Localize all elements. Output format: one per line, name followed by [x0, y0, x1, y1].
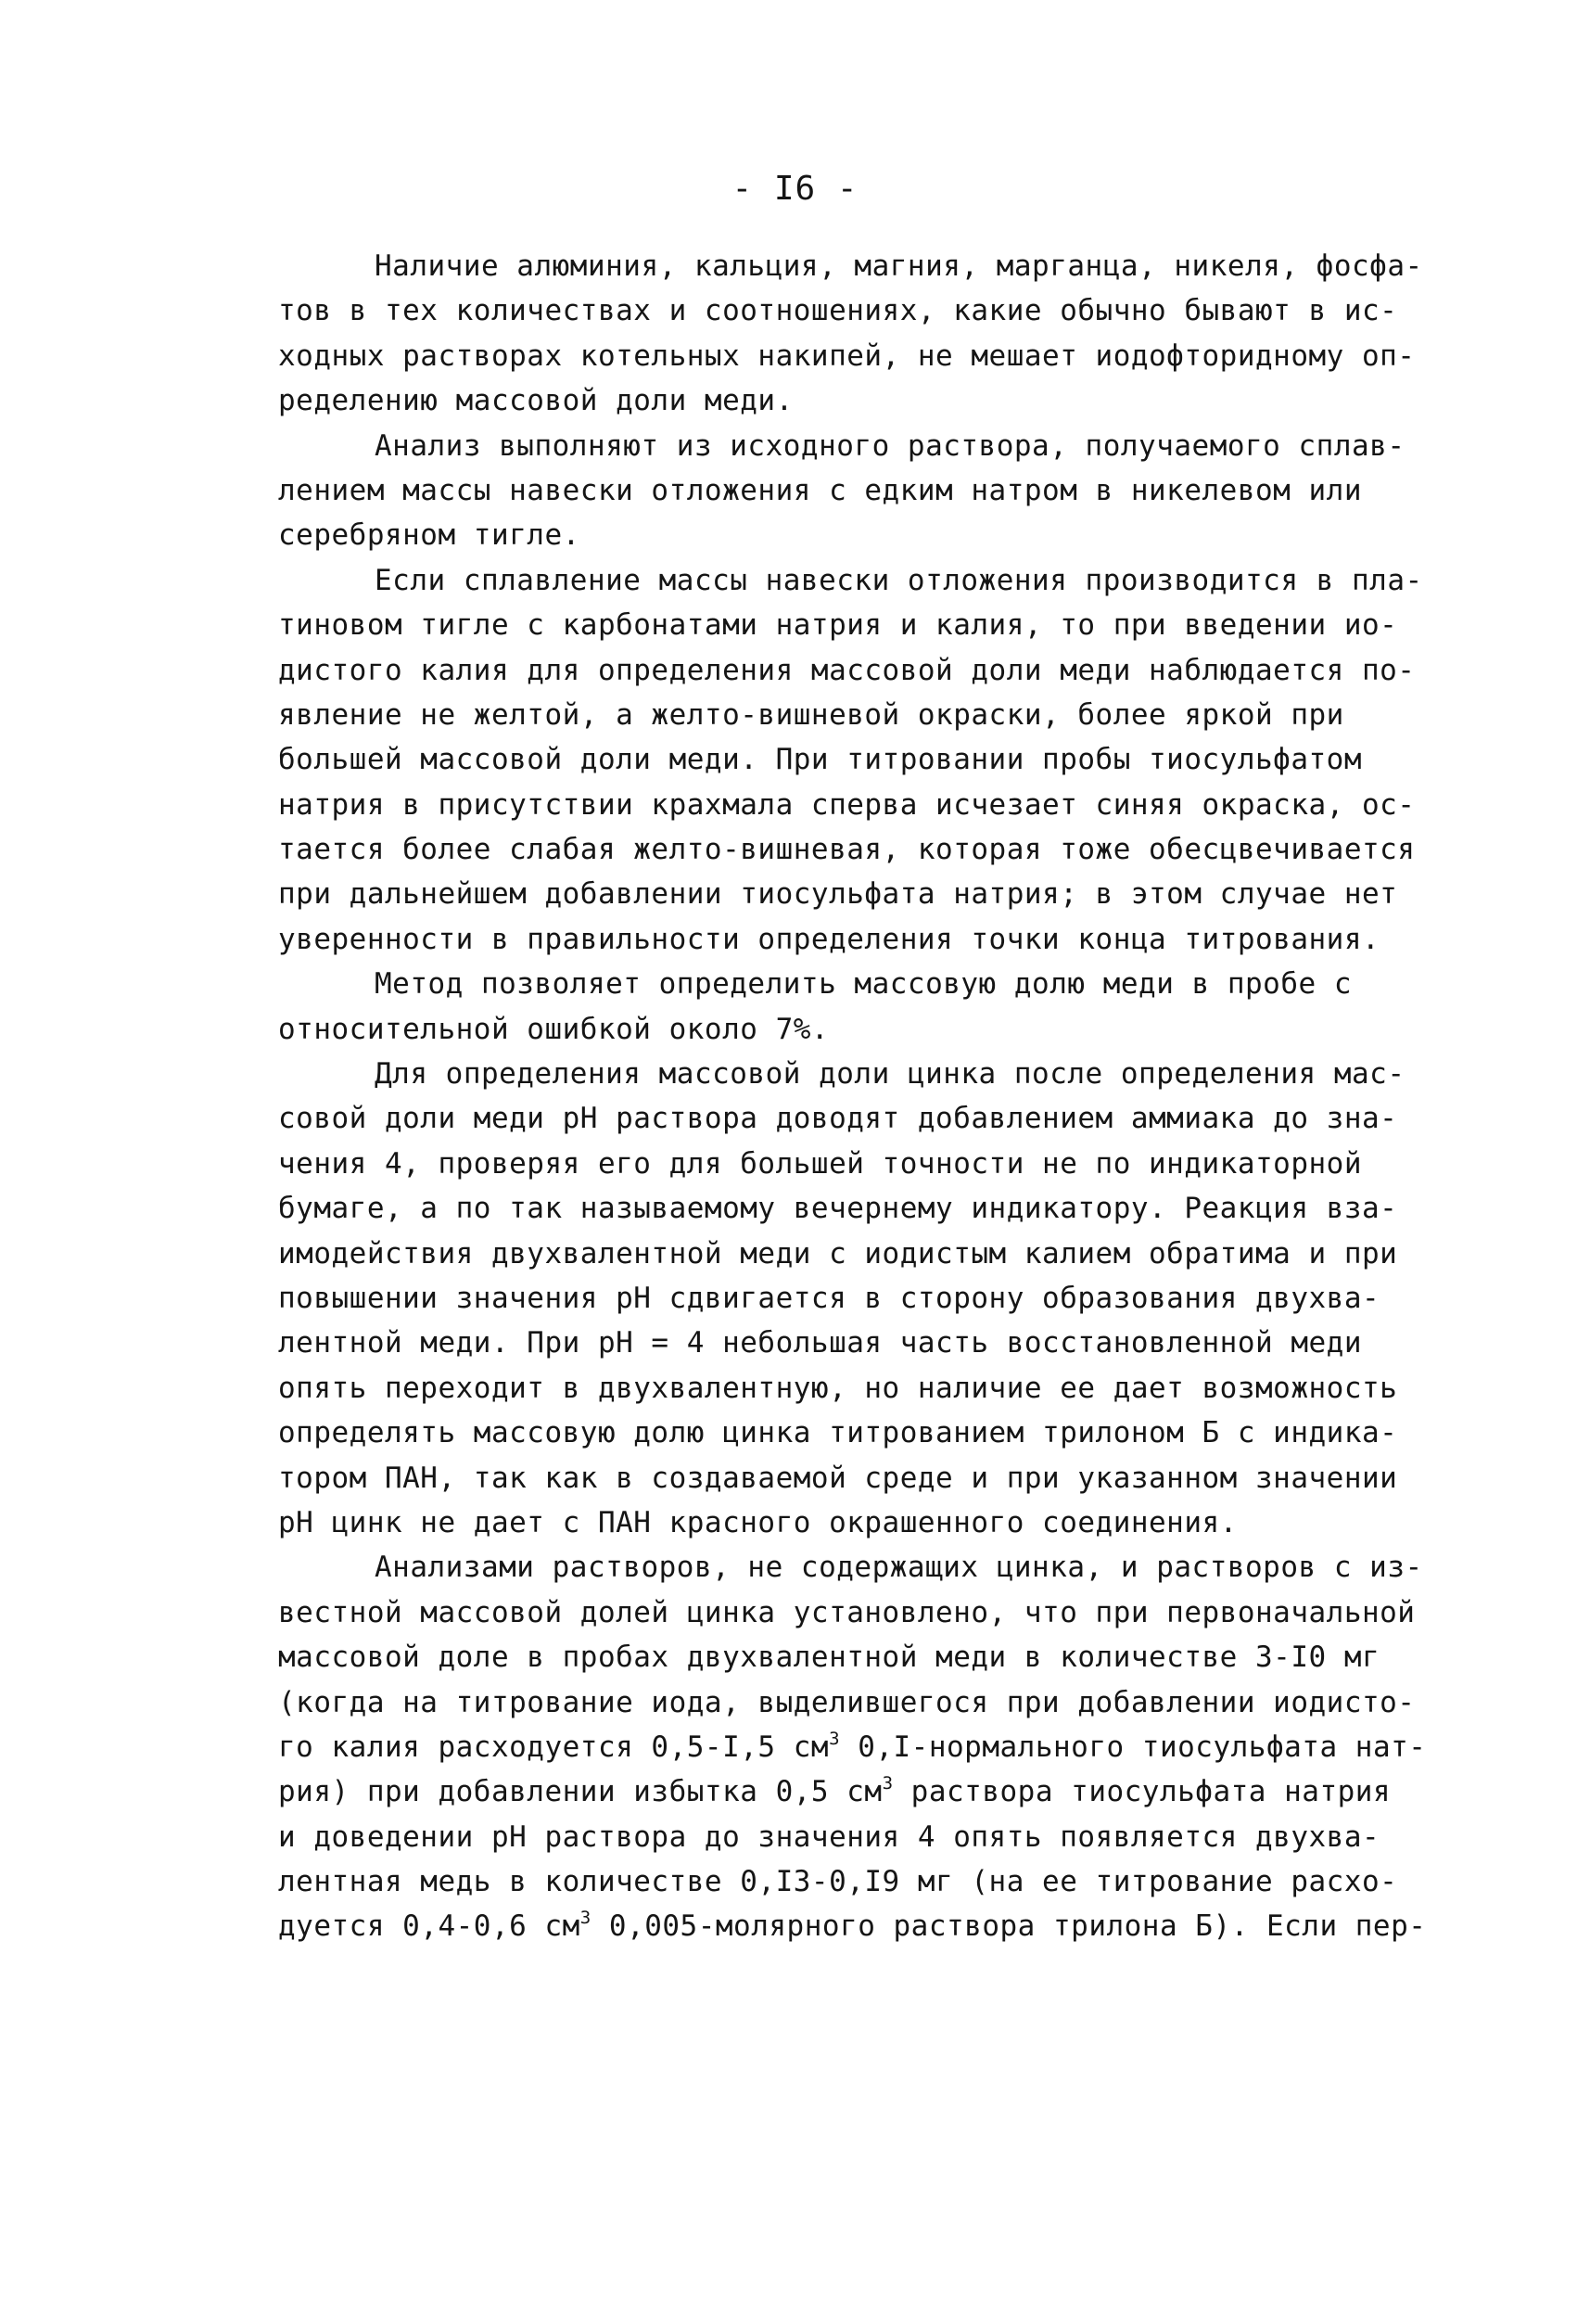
text-line	[278, 1904, 1483, 1948]
line-text: лентная медь в количестве 0,I3-0,I9 мг (на ее титрование расхо-	[278, 1865, 1398, 1899]
line-text: Метод позволяет определить массовую долю меди в пробе с	[375, 967, 1352, 1002]
text-line	[278, 648, 1483, 693]
line-text: Если сплавление массы навески отложения производится в пла-	[375, 563, 1423, 597]
superscript: 3	[829, 1728, 841, 1749]
line-text: серебряном тигле.	[278, 518, 580, 553]
text-line	[278, 1680, 1483, 1725]
line-text: опять переходит в двухвалентную, но наличие ее дает возможность	[278, 1371, 1398, 1405]
text-line	[278, 737, 1483, 782]
text-line	[278, 558, 1483, 603]
text-line	[278, 1500, 1483, 1545]
line-text: pH цинк не дает с ПАН красного окрашенного соединения.	[278, 1505, 1238, 1539]
text-line	[278, 424, 1483, 468]
text-line	[278, 1725, 1483, 1769]
text-line	[278, 513, 1483, 557]
line-text: ределению массовой доли меди.	[278, 384, 794, 418]
text-line	[278, 468, 1483, 513]
text-line	[278, 1142, 1483, 1186]
line-text: Для определения массовой доли цинка после определения мас-	[375, 1057, 1406, 1092]
text-line	[278, 783, 1483, 827]
superscript: 3	[882, 1772, 894, 1794]
line-text: имодействия двухвалентной меди с иодистым калием обратима и при	[278, 1236, 1398, 1271]
text-line	[278, 917, 1483, 962]
text-line	[278, 1366, 1483, 1411]
line-text: рия) при добавлении избытка 0,5 см	[278, 1775, 883, 1809]
line-text: явление не желтой, а желто-вишневой окраски, более яркой при	[278, 697, 1344, 732]
text-line	[278, 1232, 1483, 1276]
text-line	[278, 1096, 1483, 1141]
text-line	[278, 603, 1483, 647]
text-line	[278, 1590, 1483, 1635]
line-text: при дальнейшем добавлении тиосульфата натрия; в этом случае нет	[278, 877, 1398, 912]
line-text: натрия в присутствии крахмала сперва исчезает синяя окраска, ос-	[278, 787, 1416, 822]
text-line	[278, 1545, 1483, 1590]
line-text: относительной ошибкой около 7%.	[278, 1012, 830, 1046]
line-text: Анализами растворов, не содержащих цинка, и растворов с из-	[375, 1551, 1423, 1585]
line-text: Наличие алюминия, кальция, магния, марганца, никеля, фосфа-	[375, 249, 1423, 283]
line-text-tail: раствора тиосульфата натрия	[893, 1775, 1392, 1809]
page-number: - I6 -	[731, 170, 859, 208]
superscript: 3	[579, 1908, 591, 1929]
line-text: тиновом тигле с карбонатами натрия и калия, то при введении ио-	[278, 608, 1398, 643]
line-text: дистого калия для определения массовой доли меди наблюдается по-	[278, 653, 1416, 687]
line-text: массовой доле в пробах двухвалентной меди в количестве 3-I0 мг	[278, 1641, 1380, 1675]
text-line	[278, 693, 1483, 737]
text-line	[278, 1456, 1483, 1500]
text-line	[278, 1276, 1483, 1321]
line-text: ходных растворах котельных накипей, не мешает иодофторидному оп-	[278, 338, 1416, 373]
text-line	[278, 1052, 1483, 1096]
text-line	[278, 378, 1483, 423]
text-line	[278, 1769, 1483, 1814]
line-text: бумаге, а по так называемому вечернему индикатору. Реакция вза-	[278, 1192, 1398, 1226]
text-line	[278, 827, 1483, 872]
text-line	[278, 1815, 1483, 1859]
line-text: уверенности в правильности определения точки конца титрования.	[278, 922, 1380, 956]
text-line	[278, 1859, 1483, 1904]
text-line	[278, 288, 1483, 333]
line-text: и доведении pH раствора до значения 4 опять появляется двухва-	[278, 1820, 1380, 1854]
line-text: лентной меди. При pH = 4 небольшая часть восстановленной меди	[278, 1326, 1362, 1360]
line-text-tail: 0,I-нормального тиосульфата нат-	[840, 1730, 1427, 1764]
line-text: (когда на титрование иода, выделившегося при добавлении иодисто-	[278, 1685, 1416, 1719]
line-text: большей массовой доли меди. При титровании пробы тиосульфатом	[278, 743, 1362, 777]
text-line	[278, 334, 1483, 378]
text-line	[278, 872, 1483, 916]
text-line	[278, 1321, 1483, 1365]
text-line	[278, 962, 1483, 1006]
line-text: повышении значения pH сдвигается в сторону образования двухва-	[278, 1281, 1380, 1315]
line-text-tail: 0,005-молярного раствора трилона Б). Если пер-	[591, 1909, 1427, 1944]
text-line	[278, 244, 1483, 288]
text-line	[278, 1186, 1483, 1231]
line-text: вестной массовой долей цинка установлено, что при первоначальной	[278, 1595, 1416, 1629]
line-text: определять массовую долю цинка титрованием трилоном Б с индика-	[278, 1416, 1398, 1450]
line-text: го калия расходуется 0,5-I,5 см	[278, 1730, 830, 1764]
line-text: Анализ выполняют из исходного раствора, получаемого сплав-	[375, 428, 1406, 463]
text-line	[278, 1007, 1483, 1052]
line-text: тается более слабая желто-вишневая, которая тоже обесцвечивается	[278, 833, 1416, 867]
body-text	[278, 244, 1483, 1949]
text-line	[278, 1635, 1483, 1679]
line-text: чения 4, проверяя его для большей точности не по индикаторной	[278, 1146, 1362, 1181]
text-line	[278, 1411, 1483, 1455]
line-text: тов в тех количествах и соотношениях, какие обычно бывают в ис-	[278, 294, 1398, 328]
line-text: совой доли меди pH раствора доводят добавлением аммиака до зна-	[278, 1102, 1398, 1136]
line-text: тором ПАН, так как в создаваемой среде и при указанном значении	[278, 1461, 1398, 1495]
line-text: дуется 0,4-0,6 см	[278, 1909, 580, 1944]
line-text: лением массы навески отложения с едким натром в никелевом или	[278, 473, 1362, 507]
